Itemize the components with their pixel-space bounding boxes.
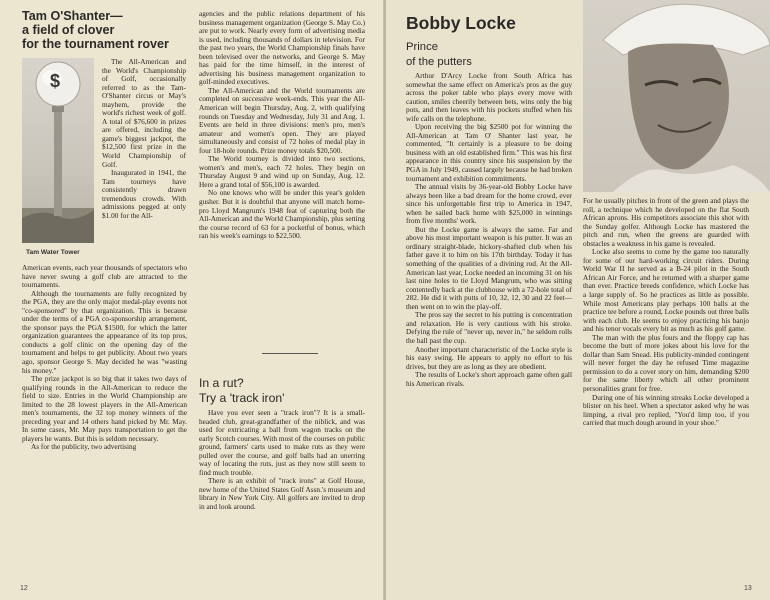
water-tower-photo <box>22 58 94 243</box>
paragraph: Another important characteristic of the Locke style is his easy swing. He appears to apply no effort to his drives, but they are as long as they are obedient. <box>406 344 572 371</box>
paragraph: The man with the plus fours and the floppy cap has become the butt of more jokes about his love for the dollar than Sam Snead. His publicity-minded contingent will never forget the day he refused Time magazine permission to do a cover story on him, demanding $200 for the same liberty which all other prominent personalities grant for free. <box>583 332 749 394</box>
tam-headline: Tam O'Shanter— a field of clover for the tournament rover <box>22 9 169 52</box>
locke-subhead: Prince of the putters <box>406 41 472 68</box>
locke-column-2 <box>583 197 749 589</box>
tam-column-1 <box>22 264 187 589</box>
paragraph: As for the publicity, two advertising <box>31 442 137 452</box>
paragraph: Upon receiving the big $2500 pot for winning the All-American at Tam O' Shanter last year, he commented, "It certainly is a pleasure to be doing business with an old established firm." This was his first appearance in this country since his suspension by the PGA in July 1949, caused largely because he had broken tournament and exhibition commitments. <box>406 122 572 183</box>
dollar-sign-label: $ <box>50 71 61 91</box>
paragraph: Arthur D'Arcy Locke from South Africa has somewhat the same effect on America's pros as the guy across the poker table who plays every move with caution, smiles cheerily between bets, wins only the big pots, and then leaves with his pockets stuffed when his wife calls on the telephone. <box>406 72 572 123</box>
portrait-icon <box>583 0 770 192</box>
right-page <box>386 0 770 600</box>
locke-headline: Bobby Locke <box>406 13 516 33</box>
paragraph: During one of his winning streaks Locke developed a blister on his heel. When a spectator asked why he was limping, a rival pro replied, "You'd limp too, if you carried that much dough around in your shoe." <box>583 392 749 428</box>
photo-caption: Tam Water Tower <box>26 249 80 256</box>
paragraph: Have you ever seen a "track iron"? It is a small-headed club, great-grandfather of the niblick, and was used for extricating a ball from wagon tracks on the early Scotch courses. With most of the courses on public ground, farmers' carts used to make ruts as they were pulled over the course, and golf balls had an unerring way of locating the ruts, just as they now still seem to find much trouble. <box>199 409 365 477</box>
paragraph: American events, each year thousands of spectators who have never swung a golf club are attracted to the tournaments. <box>22 264 187 290</box>
left-page <box>0 0 384 600</box>
paragraph: The World tourney is divided into two sections, women's and men's, each 72 holes. They begin on Thursday August 9 and wind up on Sunday, Aug. 12. Here a grand total of $56,100 is awarded. <box>199 154 365 189</box>
paragraph: The results of Locke's short approach game often gall his American rivals. <box>406 370 572 388</box>
paragraph: The All-American and the World tournaments are completed on successive week-ends. This year the All-American will begin Thursday, Aug. 2, with qualifying rounds on Tuesday and Wednesday, July 31 and Aug. 1. Events are held in three divisions: men's pro, men's amateur and women's open. They are played simultaneously and consist of 72 holes of medal play in four 18-hole rounds. Prize money totals $20,500. <box>199 85 365 155</box>
rut-headline: In a rut? Try a 'track iron' <box>199 376 285 405</box>
paragraph: No one knows who will be under this year's golden gusher. But it is doubtful that anyone will match home-pro Lloyd Mangrum's 1948 feat of capturing both the All-American and the World Championship, plus setting the course record of 63 for a pocketful of bonus, which ran his week's earnings to $22,500. <box>199 188 365 241</box>
page-number-left: 12 <box>20 585 28 592</box>
paragraph: For he usually pitches in front of the green and plays the roll, a technique which he developed on the flat South African aprons. His competitors associate this shot with the Sunday golfer. Although Locke has mastered the pitch and run, when the greens are guarded with obstacles a weakness in his game is revealed. <box>583 197 749 248</box>
paragraph: agencies and the public relations department of his business management organization (George S. May Co.) are put to work. Nearly every form of advertising media is used, including thousands of dollars in television. For the past two years, the World Championship finals have been televised over the networks, and George S. May has paid for the time himself, in the interest of advertising his business management organization to golf-minded executives. <box>199 10 365 87</box>
paragraph: There is an exhibit of "track irons" at Golf House, new home of the United States Golf Assn.'s museum and library in New York City. All golfers are invited to drop in and look around. <box>199 476 365 512</box>
paragraph: The prize jackpot is so big that it takes two days of qualifying rounds in the All-American to reduce the field to size. Entries in the World Championship are limited to the 28 lowest players in the All-American men's tournaments, the 32 top money winners of the preceding year and 14 others hand picked by Mr. May. In some cases, Mr. May pays transportation to get the players he wants. But this is seldom necessary. <box>22 374 187 443</box>
locke-column-1 <box>406 72 572 590</box>
paragraph: The pros say the secret to his putting is concentration and relaxation. He is very cautious with his stroke. Defying the rule of "never up, never in," he seldom rolls the ball past the cup. <box>406 310 572 345</box>
bobby-locke-portrait <box>583 0 770 192</box>
paragraph: But the Locke game is always the same. Far and above his most important weapon is his putter. It was an ordinary straight-blade, hickory-shafted club when his father gave it to him on his 17th birthday. Today it has something of the qualities of a divining rod. At the All-American last year, Locke needed an incoming 31 on his last nine holes to tie Lloyd Mangrum, who was sitting contentedly back at the clubhouse with a 72-hole total of 282. He did it with putts of 10, 32, 12, 30 and 22 feet—then went on to win the play-off. <box>406 224 572 311</box>
section-rule <box>262 353 318 354</box>
paragraph: Locke also seems to come by the game too naturally for some of our hard-working circuit riders. During World War II he served as a B-24 pilot in the South African Air Force, and he returned with a sharper game than ever. Practice breeds confidence, which Locke has a large supply of. So he practices as little as possible. While most Americans play perhaps 100 balls at the practice tee before a round, Locke pounds out three balls with each club. He seems to enjoy practicing his banjo and his tenor vocals every bit as much as his golf game. <box>583 247 749 334</box>
tam-column-1-narrow <box>102 58 186 263</box>
paragraph: The All-American and the World's Championship of Golf, occasionally referred to as the Tam-O'Shanter circus or May's mayhem, provide the world's richest week of golf. A total of $76,600 in prizes are offered, including the game's biggest jackpot, the $12,500 first prize in the World Championship of Golf. <box>102 58 186 169</box>
page-number-right: 13 <box>744 585 752 592</box>
rut-column <box>199 409 365 589</box>
tam-column-2 <box>199 10 365 350</box>
paragraph: Although the tournaments are fully recognized by the PGA, they are the only major medal-play events not "co-sponsored" by that organization. This is because under the terms of a PGA co-sponsorship arrangement, the sponsor pays the PGA $1500, for which the latter organization guarantees the appearance of its top pros, conducts a golf clinic on the opening day of the tournament and helps to get publicity. About two years ago, sponsor George S. May decided he was "wasting his money." <box>22 288 187 375</box>
paragraph: The annual visits by 36-year-old Bobby Locke have always been like a bad dream for the home crowd, ever since his unforgettable first trip to America in 1947, when he sailed back home with $25,000 in winnings from five months' work. <box>406 182 572 226</box>
paragraph: Inaugurated in 1941, the Tam tourneys have consistently drawn tremendous crowds. With admissions pegged at only $1.00 for the All- <box>102 168 186 220</box>
